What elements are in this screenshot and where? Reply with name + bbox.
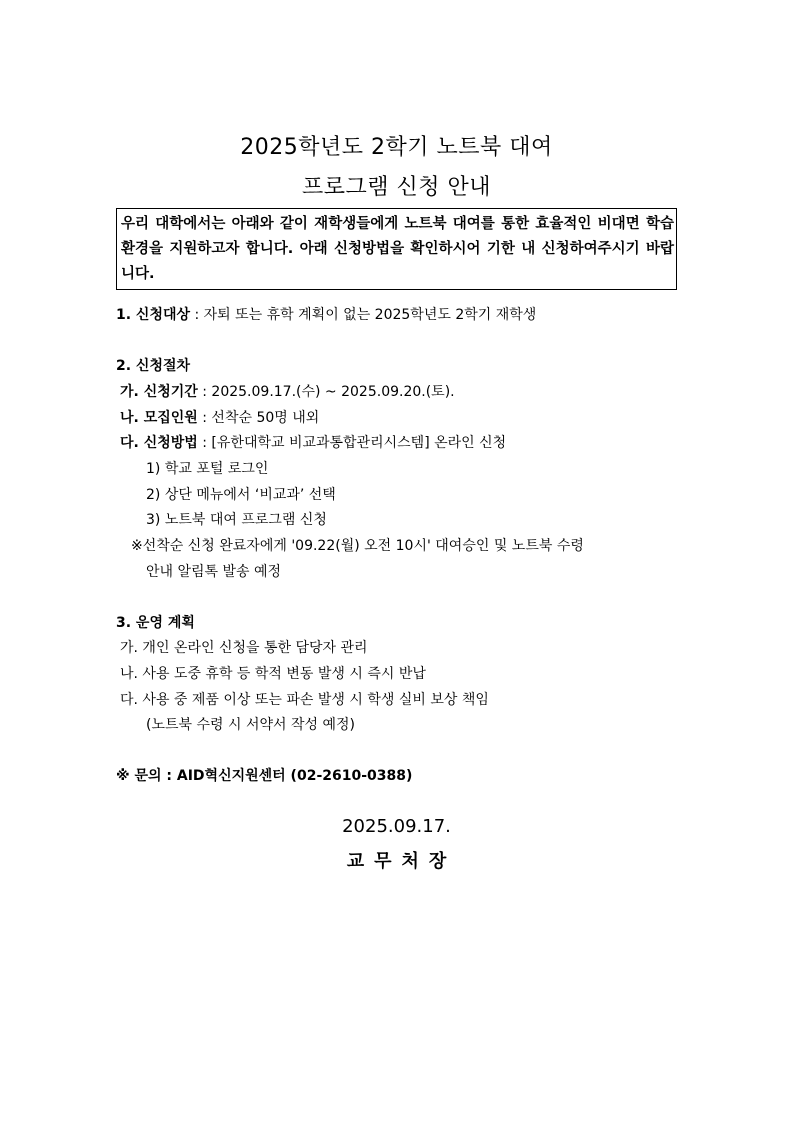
item-label: 다. 신청방법	[120, 435, 198, 451]
note-line-1: ※선착순 신청 완료자에게 '09.22(월) 오전 10시' 대여승인 및 노트북 수령	[131, 538, 584, 554]
section-3-heading: 3. 운영 계획	[116, 615, 195, 631]
section-3-sub: (노트북 수령 시 서약서 작성 예정)	[146, 717, 355, 733]
notice-text: 우리 대학에서는 아래와 같이 재학생들에게 노트북 대여를 통한 효율적인 비대면 학습환경을 지원하고자 합니다. 아래 신청방법을 확인하시어 기한 내 신청하여주시기 바랍니다.	[121, 216, 674, 282]
section-1-text: : 자퇴 또는 휴학 계획이 없는 2025학년도 2학기 재학생	[190, 307, 537, 323]
item-text: : [유한대학교 비교과통합관리시스템] 온라인 신청	[197, 435, 507, 451]
section-2-item-method	[120, 433, 506, 453]
section-2-item-recruit	[120, 408, 319, 428]
step-3: 3) 노트북 대여 프로그램 신청	[146, 512, 327, 528]
section-3-item-3: 다. 사용 중 제품 이상 또는 파손 발생 시 학생 실비 보상 책임	[120, 692, 489, 708]
issue-date: 2025.09.17.	[342, 816, 451, 837]
item-text: : 2025.09.17.(수) ~ 2025.09.20.(토).	[197, 384, 455, 400]
note-line-2: 안내 알림톡 발송 예정	[146, 564, 282, 580]
section-1-target	[116, 305, 536, 325]
step-2: 2) 상단 메뉴에서 ‘비교과’ 선택	[146, 487, 336, 503]
section-3-item-2: 나. 사용 도중 휴학 등 학적 변동 발생 시 즉시 반납	[120, 666, 426, 682]
item-label: 나. 모집인원	[120, 410, 198, 426]
step-1: 1) 학교 포털 로그인	[146, 461, 269, 477]
department-signature: 교무처장	[346, 851, 457, 872]
item-text: : 선착순 50명 내외	[197, 410, 320, 426]
section-3-item-1: 가. 개인 온라인 신청을 통한 담당자 관리	[120, 640, 368, 656]
section-1-heading: 1. 신청대상	[116, 307, 191, 323]
title-line-2: 프로그램 신청 안내	[301, 175, 491, 200]
section-2-item-period	[120, 382, 455, 402]
section-2-heading: 2. 신청절차	[116, 358, 191, 374]
title-line-1: 2025학년도 2학기 노트북 대여	[240, 135, 553, 160]
item-label: 가. 신청기간	[120, 384, 198, 400]
notice-box	[116, 208, 677, 290]
contact-line: ※ 문의 : AID혁신지원센터 (02-2610-0388)	[116, 768, 413, 784]
